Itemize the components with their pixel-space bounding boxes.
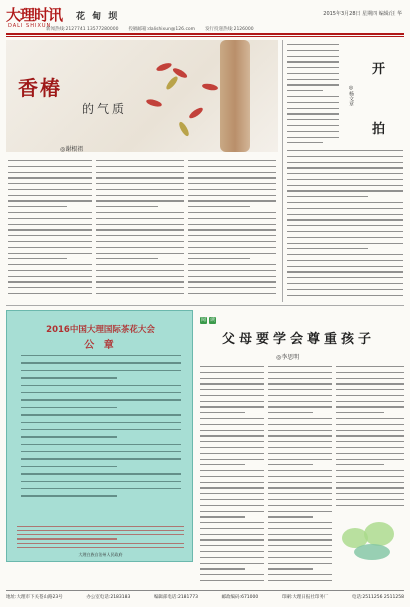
text-line <box>8 183 92 184</box>
newspaper-logo: 大理时讯 <box>6 6 63 24</box>
text-line <box>336 476 404 477</box>
footer-printer: 印刷:大理日报社印务厂 <box>281 595 329 600</box>
text-line <box>8 293 92 294</box>
text-line <box>287 243 403 244</box>
text-line <box>287 254 403 255</box>
tree-trunk-graphic <box>220 40 250 152</box>
text-line <box>336 418 404 419</box>
text-line <box>336 389 404 390</box>
leaf-graphic <box>155 61 172 72</box>
poster-footer <box>17 526 184 551</box>
text-line <box>200 563 264 564</box>
poster-text-line <box>21 377 117 378</box>
text-line <box>188 189 276 190</box>
text-line <box>200 487 264 488</box>
text-line <box>268 522 332 523</box>
text-line <box>287 119 339 120</box>
text-line <box>287 50 339 51</box>
text-line <box>96 218 184 219</box>
text-line <box>96 172 184 173</box>
text-line <box>287 237 403 238</box>
text-line <box>8 212 92 213</box>
text-line <box>268 470 332 471</box>
text-line <box>188 253 276 254</box>
text-line <box>188 276 276 277</box>
text-line <box>336 464 384 465</box>
poster-text-line <box>21 355 181 356</box>
text-line <box>200 482 264 483</box>
text-line <box>96 241 184 242</box>
text-line <box>96 281 184 282</box>
text-line <box>268 511 332 512</box>
text-line <box>287 113 339 114</box>
poster-text-line <box>21 362 181 363</box>
text-line <box>287 84 339 85</box>
text-line <box>287 108 339 109</box>
text-line <box>287 271 403 272</box>
text-line <box>268 487 332 488</box>
text-line <box>188 281 276 282</box>
text-line <box>287 150 403 151</box>
text-line <box>188 200 276 201</box>
leaf-graphic <box>145 98 162 108</box>
poster-text-line <box>21 444 181 445</box>
section-divider <box>6 305 404 306</box>
text-line <box>200 580 264 581</box>
text-line <box>268 580 332 581</box>
text-line <box>188 287 276 288</box>
poster-text-line <box>21 422 181 423</box>
text-line <box>287 248 368 249</box>
text-line <box>287 214 403 215</box>
text-line <box>200 435 264 436</box>
footer-office-phone: 办公室电话:2183183 <box>86 595 131 600</box>
article-right-title: 拍 <box>372 122 386 137</box>
text-line <box>336 435 404 436</box>
text-line <box>8 253 92 254</box>
text-line <box>287 202 403 203</box>
text-line <box>96 224 184 225</box>
text-line <box>96 166 184 167</box>
text-line <box>268 499 332 500</box>
text-line <box>287 56 339 57</box>
text-line <box>287 44 339 45</box>
text-line <box>188 183 276 184</box>
poster-text-line <box>21 495 117 496</box>
article-2-byline: ◎李思明 <box>276 354 300 361</box>
text-line <box>336 441 404 442</box>
text-line <box>188 172 276 173</box>
text-line <box>200 568 245 569</box>
text-line <box>336 378 404 379</box>
poster-body <box>21 355 181 503</box>
text-line <box>268 493 332 494</box>
text-line <box>287 185 403 186</box>
text-line <box>268 389 332 390</box>
text-line <box>287 137 339 138</box>
text-line <box>268 372 332 373</box>
text-line <box>8 166 92 167</box>
poster-text-line <box>21 436 117 437</box>
text-line <box>188 264 276 265</box>
text-line <box>287 225 403 226</box>
text-line <box>287 156 403 157</box>
text-line <box>336 505 404 506</box>
newspaper-logo-sub: DALI SHIXUN <box>8 23 52 29</box>
text-line <box>8 160 92 161</box>
text-line <box>336 424 404 425</box>
text-line <box>200 378 264 379</box>
page-footer <box>6 594 404 600</box>
text-line <box>268 476 332 477</box>
article-1-body-column <box>188 160 276 299</box>
text-line <box>287 102 339 103</box>
poster-text-line <box>21 488 181 489</box>
text-line <box>287 289 403 290</box>
poster-text-line <box>21 414 181 415</box>
text-line <box>287 90 323 91</box>
text-line <box>287 125 339 126</box>
article-2-body-column <box>336 366 404 511</box>
text-line <box>268 447 332 448</box>
text-line <box>8 287 92 288</box>
text-line <box>336 447 404 448</box>
leaf-graphic <box>202 83 219 92</box>
text-line <box>200 464 245 465</box>
poster-text-line <box>21 481 181 482</box>
issue-info: 2015年3月28日 星期四 编辑/汪 华 <box>323 11 402 17</box>
article-1-body-column <box>8 160 92 299</box>
text-line <box>268 459 332 460</box>
text-line <box>188 160 276 161</box>
text-line <box>96 235 184 236</box>
text-line <box>188 166 276 167</box>
leaf-graphic <box>177 121 190 138</box>
text-line <box>268 563 332 564</box>
article-right-body-column <box>287 44 339 148</box>
footer-phone: 电话:2511256 2511258 <box>351 595 404 600</box>
text-line <box>336 459 404 460</box>
text-line <box>200 539 264 540</box>
text-line <box>188 177 276 178</box>
text-line <box>200 545 264 546</box>
text-line <box>200 522 264 523</box>
text-line <box>336 493 404 494</box>
text-line <box>8 241 92 242</box>
text-line <box>268 568 313 569</box>
text-line <box>336 412 384 413</box>
text-line <box>336 395 404 396</box>
text-line <box>200 470 264 471</box>
text-line <box>200 459 264 460</box>
text-line <box>287 67 339 68</box>
info-item: 投稿邮箱:dalishixun@126.com <box>128 27 196 32</box>
text-line <box>188 247 276 248</box>
text-line <box>96 229 184 230</box>
text-line <box>268 574 332 575</box>
text-line <box>8 247 92 248</box>
text-line <box>287 231 403 232</box>
text-line <box>268 366 332 367</box>
text-line <box>96 287 184 288</box>
poster-text-line <box>21 466 117 467</box>
article-2-tag <box>200 317 216 324</box>
text-line <box>287 190 403 191</box>
text-line <box>268 453 332 454</box>
text-line <box>188 224 276 225</box>
footer-rule <box>6 590 404 591</box>
text-line <box>8 276 92 277</box>
text-line <box>200 412 245 413</box>
text-line <box>336 366 404 367</box>
column-divider <box>282 40 283 302</box>
poster-text-line <box>21 370 181 371</box>
text-line <box>96 270 184 271</box>
masthead-rule-thin <box>6 36 404 37</box>
text-line <box>200 406 264 407</box>
sketch-shape <box>364 522 394 546</box>
text-line <box>336 383 404 384</box>
text-line <box>200 389 264 390</box>
footer-address: 地址:大理市下关苍山路23号 <box>6 595 63 600</box>
text-line <box>287 196 368 197</box>
text-line <box>287 283 403 284</box>
text-line <box>287 266 403 267</box>
text-line <box>8 189 92 190</box>
text-line <box>200 424 264 425</box>
text-line <box>8 224 92 225</box>
article-2-headline: 父母要学会尊重孩子 <box>222 332 376 347</box>
event-poster <box>6 310 193 562</box>
text-line <box>200 441 264 442</box>
text-line <box>188 241 276 242</box>
text-line <box>96 189 184 190</box>
text-line <box>287 173 403 174</box>
text-line <box>8 195 92 196</box>
article-1-headline: 香椿 <box>18 76 62 100</box>
poster-subtitle: 公 章 <box>84 340 117 351</box>
text-line <box>268 406 332 407</box>
text-line <box>200 493 264 494</box>
text-line <box>188 218 276 219</box>
text-line <box>188 229 276 230</box>
text-line <box>200 401 264 402</box>
text-line <box>268 441 332 442</box>
text-line <box>200 499 264 500</box>
poster-note: 大理白族自治州人民政府 <box>78 552 123 557</box>
text-line <box>268 539 332 540</box>
text-line <box>336 453 404 454</box>
text-line <box>268 482 332 483</box>
text-line <box>287 219 403 220</box>
article-right-body-column <box>287 150 403 300</box>
text-line <box>96 293 184 294</box>
poster-text-line <box>21 473 181 474</box>
article-2-body-column <box>268 366 332 586</box>
article-1-byline: ◎谢根祖 <box>60 146 84 153</box>
text-line <box>268 545 332 546</box>
text-line <box>287 79 339 80</box>
text-line <box>200 418 264 419</box>
info-item: 发行投递热线:2126000 <box>205 27 254 32</box>
text-line <box>287 179 403 180</box>
text-line <box>8 235 92 236</box>
text-line <box>287 167 403 168</box>
poster-text-line <box>21 399 181 400</box>
text-line <box>188 235 276 236</box>
text-line <box>96 253 184 254</box>
text-line <box>8 229 92 230</box>
text-line <box>287 73 339 74</box>
text-line <box>188 293 276 294</box>
text-line <box>336 470 404 471</box>
text-line <box>200 453 264 454</box>
text-line <box>188 212 276 213</box>
article-right-byline: ◎杨文章 <box>348 85 354 106</box>
section-label: 花 甸 坝 <box>76 12 120 22</box>
text-line <box>287 142 323 143</box>
info-item: 新闻热线:2127741 13577280000 <box>46 27 119 32</box>
text-line <box>200 528 264 529</box>
text-line <box>336 406 404 407</box>
text-line <box>96 160 184 161</box>
poster-text-line <box>17 543 184 544</box>
poster-text-line <box>17 526 184 527</box>
text-line <box>287 295 403 296</box>
text-line <box>287 131 339 132</box>
text-line <box>8 206 67 207</box>
leaf-graphic <box>165 75 180 91</box>
text-line <box>8 218 92 219</box>
text-line <box>200 505 264 506</box>
text-line <box>287 260 403 261</box>
poster-title: 2016中国大理国际茶花大会 <box>46 325 155 335</box>
text-line <box>200 395 264 396</box>
text-line <box>268 424 332 425</box>
text-line <box>268 464 313 465</box>
text-line <box>336 430 404 431</box>
text-line <box>200 366 264 367</box>
footer-editorial-phone: 编辑部电话:2181773 <box>153 595 198 600</box>
text-line <box>200 447 264 448</box>
text-line <box>268 551 332 552</box>
text-line <box>188 206 250 207</box>
text-line <box>287 162 403 163</box>
text-line <box>287 208 403 209</box>
text-line <box>200 383 264 384</box>
text-line <box>188 270 276 271</box>
text-line <box>336 487 404 488</box>
text-line <box>96 177 184 178</box>
text-line <box>268 435 332 436</box>
text-line <box>268 557 332 558</box>
text-line <box>268 418 332 419</box>
article-1-subhead: 的气质 <box>82 102 128 116</box>
text-line <box>96 247 184 248</box>
text-line <box>268 516 313 517</box>
text-line <box>268 505 332 506</box>
text-line <box>188 258 250 259</box>
tag-icon: 读 <box>209 317 215 323</box>
poster-text-line <box>21 458 181 459</box>
poster-text-line <box>17 530 184 531</box>
text-line <box>268 412 313 413</box>
masthead-rule <box>6 33 404 35</box>
text-line <box>200 534 264 535</box>
text-line <box>8 281 92 282</box>
text-line <box>200 574 264 575</box>
text-line <box>96 264 184 265</box>
poster-text-line <box>17 547 184 548</box>
text-line <box>200 430 264 431</box>
text-line <box>8 258 67 259</box>
text-line <box>200 511 264 512</box>
text-line <box>96 183 184 184</box>
text-line <box>336 499 404 500</box>
poster-text-line <box>21 451 181 452</box>
leaf-graphic <box>188 106 205 120</box>
text-line <box>287 61 339 62</box>
text-line <box>200 372 264 373</box>
poster-text-line <box>17 538 117 539</box>
text-line <box>96 276 184 277</box>
text-line <box>268 401 332 402</box>
text-line <box>200 551 264 552</box>
text-line <box>268 395 332 396</box>
text-line <box>8 270 92 271</box>
text-line <box>96 258 158 259</box>
text-line <box>287 277 403 278</box>
text-line <box>96 200 184 201</box>
tag-icon: 阅 <box>200 317 206 323</box>
text-line <box>96 212 184 213</box>
text-line <box>200 557 264 558</box>
text-line <box>268 430 332 431</box>
poster-text-line <box>21 385 181 386</box>
text-line <box>336 372 404 373</box>
article-right-title: 开 <box>372 62 386 77</box>
text-line <box>8 172 92 173</box>
text-line <box>268 378 332 379</box>
text-line <box>336 401 404 402</box>
text-line <box>8 264 92 265</box>
text-line <box>96 195 184 196</box>
text-line <box>200 476 264 477</box>
poster-text-line <box>21 429 181 430</box>
article-1-body-column <box>96 160 184 299</box>
text-line <box>268 534 332 535</box>
text-line <box>268 383 332 384</box>
sketch-shape <box>354 544 390 560</box>
text-line <box>268 528 332 529</box>
article-2-body-column <box>200 366 264 586</box>
text-line <box>336 482 404 483</box>
poster-text-line <box>17 534 184 535</box>
poster-text-line <box>21 392 181 393</box>
child-sketch-illustration <box>336 514 404 570</box>
text-line <box>96 206 158 207</box>
text-line <box>287 96 339 97</box>
text-line <box>8 177 92 178</box>
footer-postcode: 邮政编码:671000 <box>221 595 259 600</box>
text-line <box>200 516 245 517</box>
text-line <box>8 200 92 201</box>
text-line <box>188 195 276 196</box>
poster-text-line <box>21 407 117 408</box>
